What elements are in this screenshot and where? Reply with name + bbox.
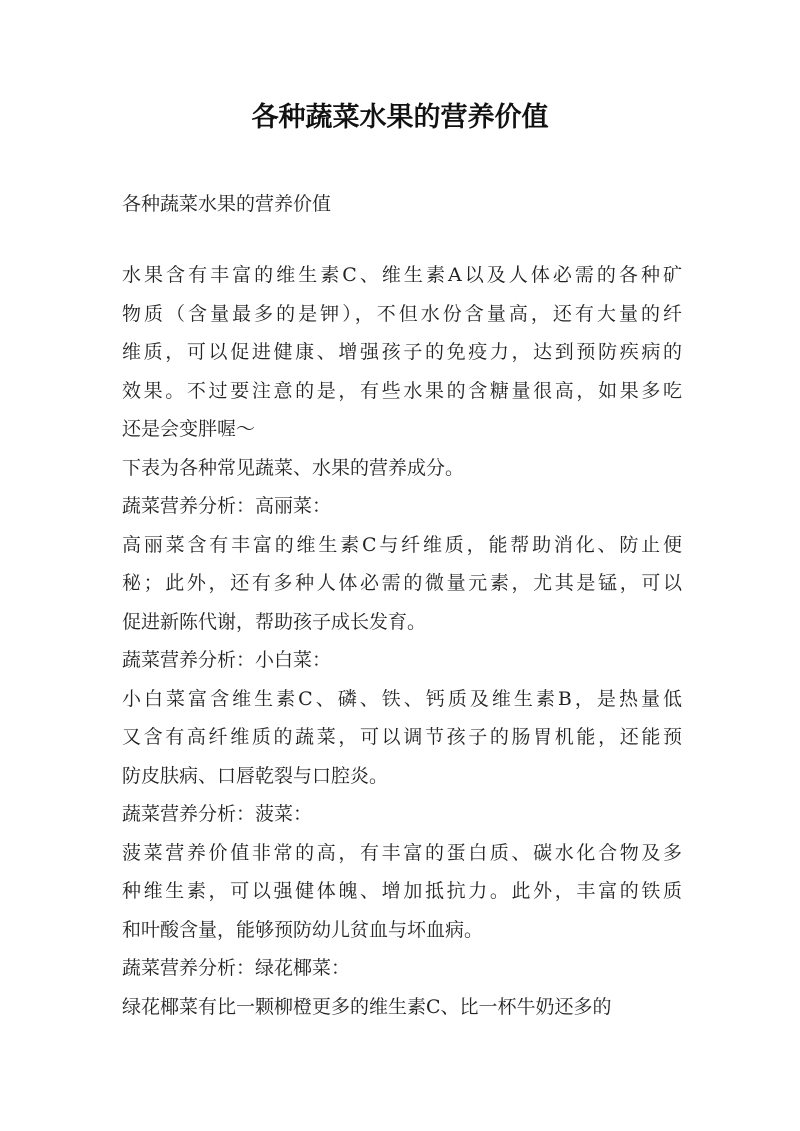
paragraph (122, 988, 682, 1027)
text-line: 蔬菜营养分析：菠菜： (122, 803, 313, 825)
text-line: 高丽菜含有丰富的维生素C与纤维质，能帮助消化、防止便 (122, 533, 682, 556)
document-body (122, 256, 682, 1026)
paragraph (122, 641, 682, 680)
text-line: 水果含有丰富的维生素C、维生素A以及人体必需的各种矿 (122, 264, 682, 286)
text-line: 又含有高纤维质的蔬菜，可以调节孩子的肠胃机能，还能预 (122, 726, 682, 748)
document-title: 各种蔬菜水果的营养价值 (251, 102, 549, 133)
paragraph (122, 526, 682, 642)
paragraph (122, 256, 682, 449)
text-line: 还是会变胖喔～ (122, 418, 256, 440)
paragraph (122, 487, 682, 526)
text-line: 防皮肤病、口唇乾裂与口腔炎。 (122, 764, 389, 787)
text-line: 菠菜营养价值非常的高，有丰富的蛋白质、碳水化合物及多 (122, 841, 682, 864)
document-subtitle: 各种蔬菜水果的营养价值 (122, 193, 332, 215)
paragraph (122, 680, 682, 796)
text-line: 小白菜富含维生素C、磷、铁、钙质及维生素B，是热量低 (122, 687, 682, 710)
paragraph (122, 834, 682, 950)
text-line: 蔬菜营养分析：绿花椰菜： (122, 957, 351, 979)
text-line: 蔬菜营养分析：小白菜： (122, 649, 332, 671)
text-line: 物质（含量最多的是钾），不但水份含量高，还有大量的纤 (122, 302, 682, 325)
paragraph (122, 449, 682, 488)
text-line: 和叶酸含量，能够预防幼儿贫血与坏血病。 (122, 918, 484, 941)
text-line: 绿花椰菜有比一颗柳橙更多的维生素C、比一杯牛奶还多的 (122, 995, 612, 1018)
text-line: 效果。不过要注意的是，有些水果的含糖量很高，如果多吃 (122, 379, 682, 402)
text-line: 下表为各种常见蔬菜、水果的营养成分。 (122, 456, 465, 479)
text-line: 维质，可以促进健康、增强孩子的免疫力，达到预防疾病的 (122, 341, 682, 363)
text-line: 秘；此外，还有多种人体必需的微量元素，尤其是锰，可以 (122, 572, 682, 594)
text-line: 促进新陈代谢，帮助孩子成长发育。 (122, 610, 427, 633)
text-line: 蔬菜营养分析：高丽菜： (122, 495, 332, 517)
text-line: 种维生素，可以强健体魄、增加抵抗力。此外，丰富的铁质 (122, 880, 682, 902)
paragraph (122, 949, 682, 988)
paragraph (122, 795, 682, 834)
